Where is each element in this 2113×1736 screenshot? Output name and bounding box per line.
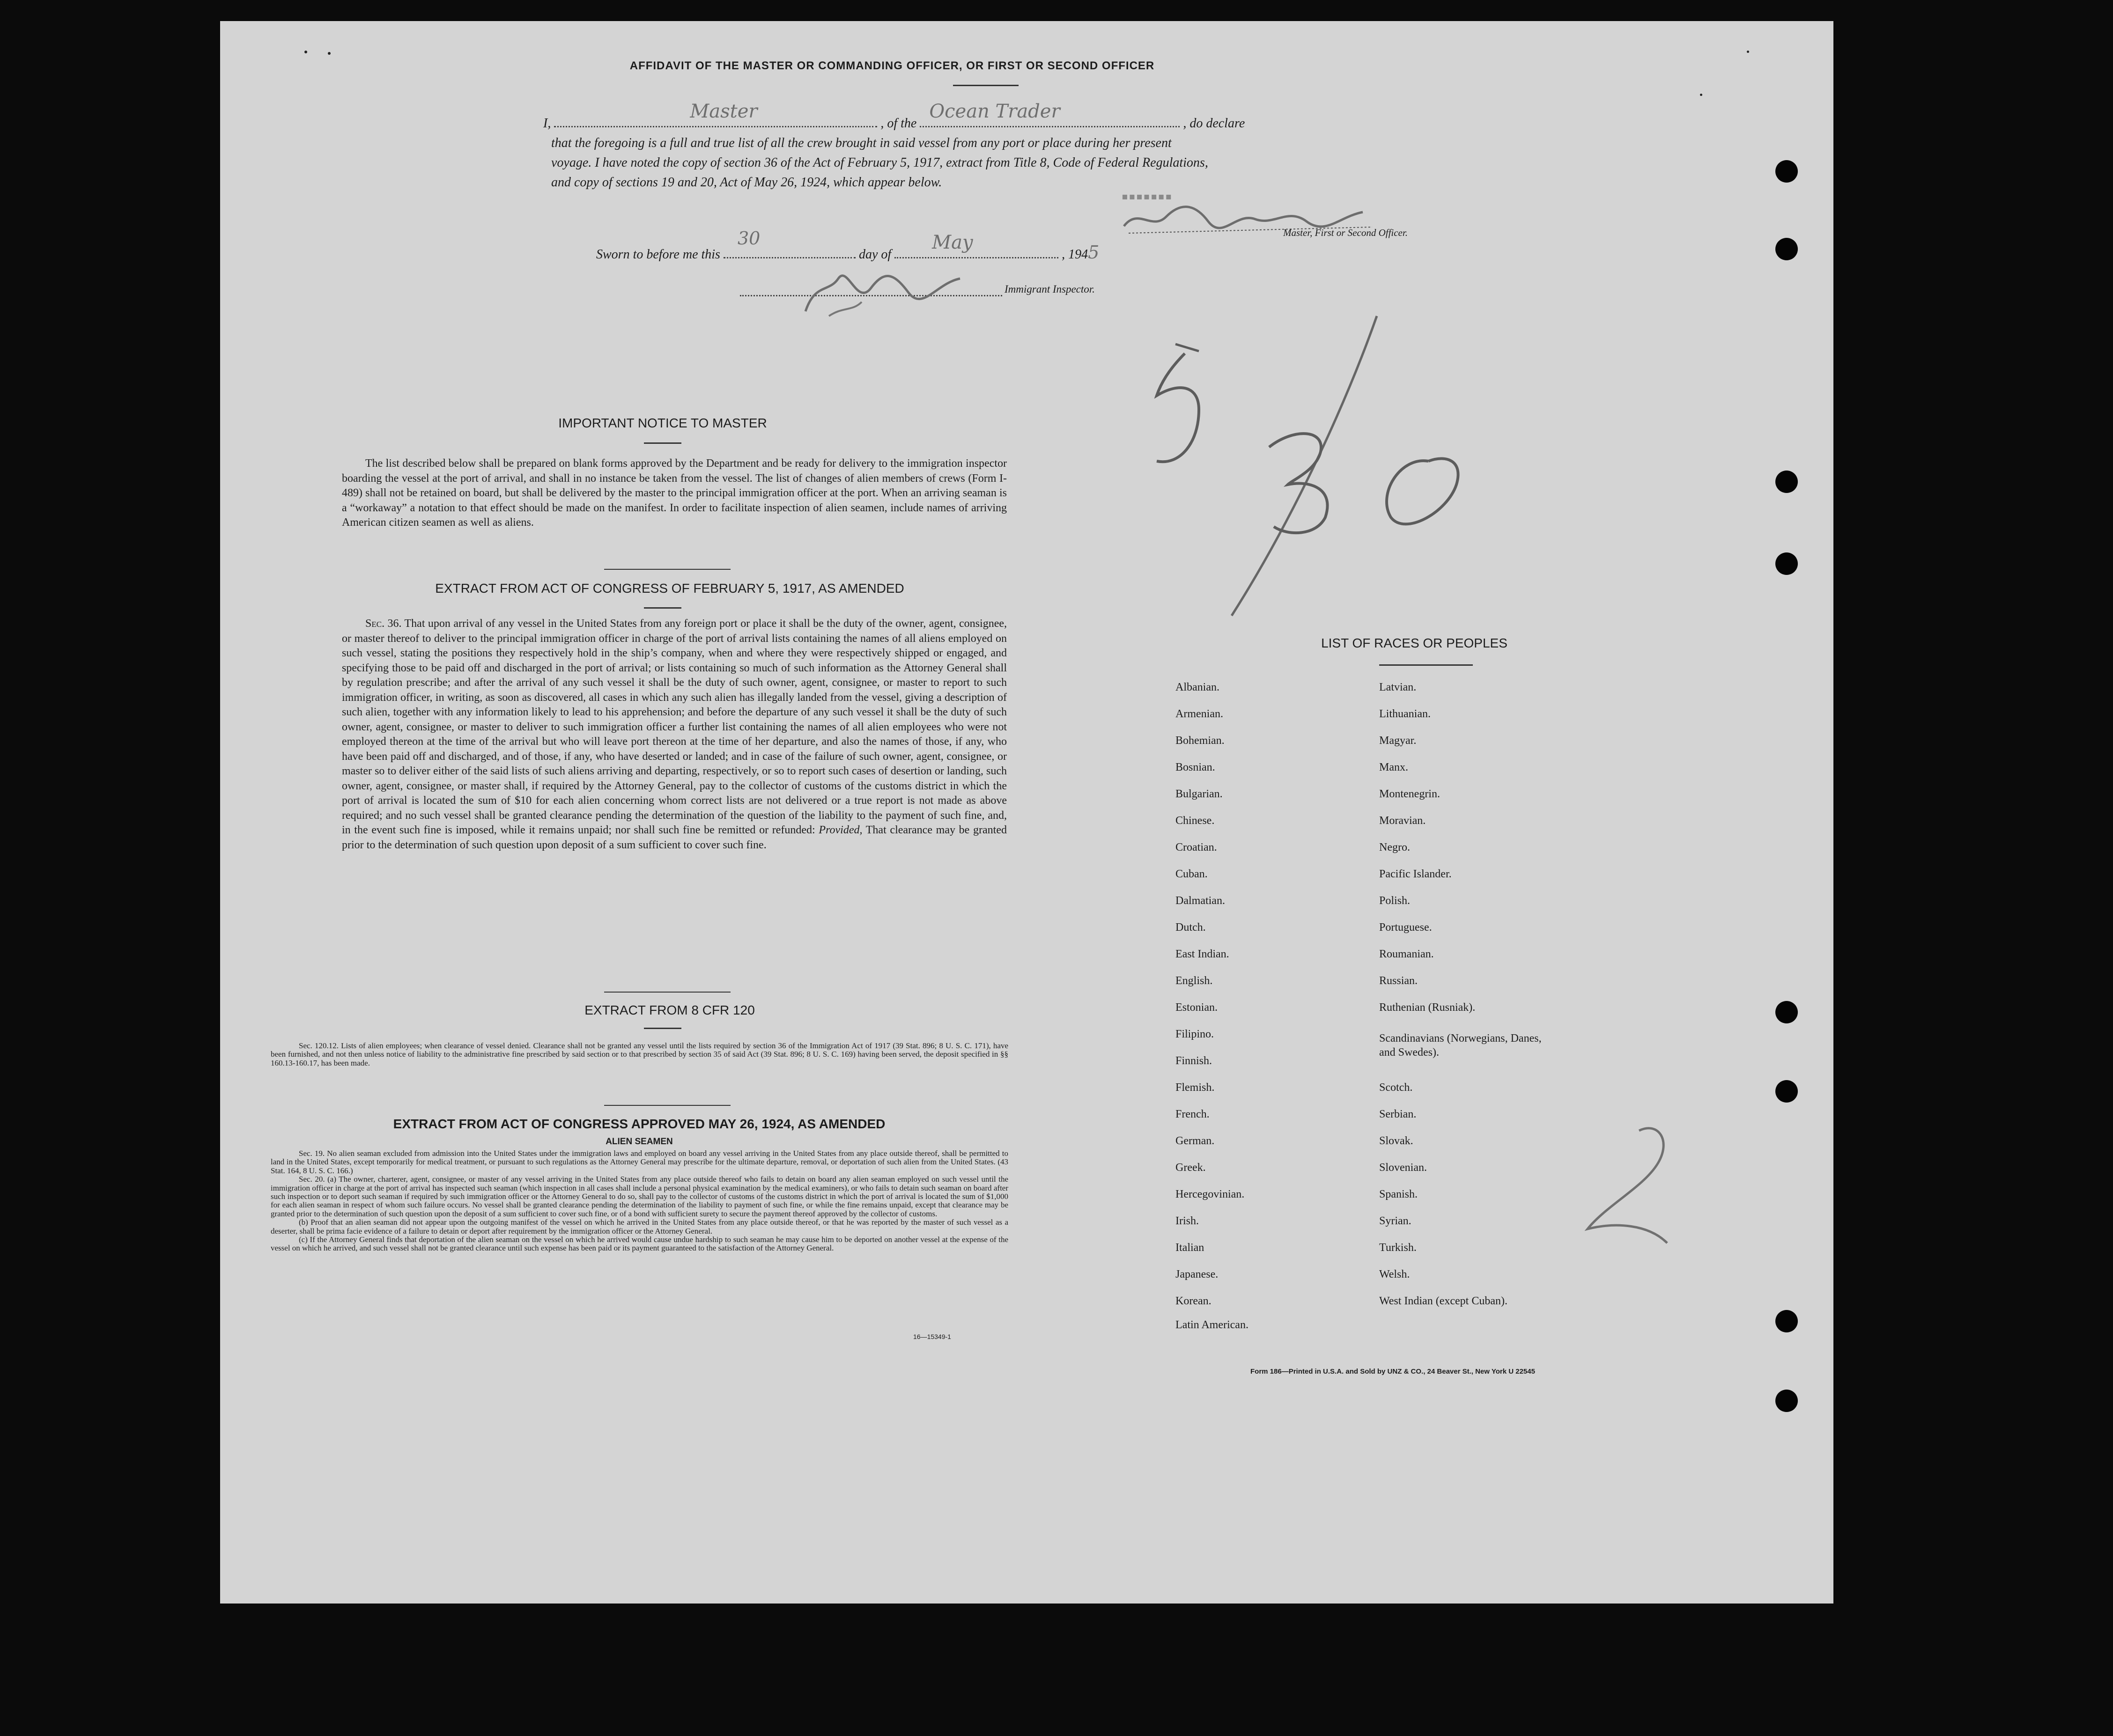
race-right: Manx. [1379, 761, 1408, 773]
scan-speck [1747, 51, 1749, 53]
extract-cfr-text: Sec. 120.12. Lists of alien employees; when clearance of vessel denied. Clearance shall not be granted any vessel until the lists required by section 36 of the Immigration Act of 1917 (39 Stat. 896; 8 U. S. C. 171), have been furnished, and not then unless notice of liability to the administrative fine prescribed by said section or to that prescribed by section 35 of said Act (39 Stat. 896; 8 U. S. C. 169) having been served, the deposit specified in §§ 160.13-160.17, has been made. [271, 1041, 1008, 1067]
race-right: Roumanian. [1379, 948, 1434, 960]
notice-divider [604, 569, 731, 570]
race-right: Negro. [1379, 841, 1410, 853]
margin-mark [1569, 1112, 1681, 1252]
punch-hole [1775, 471, 1798, 493]
race-left: Dutch. [1175, 921, 1206, 934]
sworn-month-field [894, 232, 1058, 258]
stamp-mark: ▪▪▪▪▪▪▪ [1122, 191, 1173, 202]
punch-hole [1775, 160, 1798, 183]
race-left: Cuban. [1175, 868, 1208, 880]
race-left: Bohemian. [1175, 735, 1225, 747]
race-right: Russian. [1379, 975, 1418, 987]
extract-cfr-divider [604, 1105, 731, 1106]
race-left: Bosnian. [1175, 761, 1215, 773]
year-handwriting: 5 [1088, 242, 1100, 263]
scan-speck [304, 51, 307, 53]
punch-hole [1775, 1390, 1798, 1412]
race-left: Croatian. [1175, 841, 1217, 853]
extract-cfr-rule [644, 1028, 681, 1029]
race-left: Flemish. [1175, 1081, 1215, 1094]
race-left: Armenian. [1175, 708, 1223, 720]
document-page [220, 21, 1833, 1604]
declaration-line-1: that the foregoing is a full and true list of all the crew brought in said vessel from any port or place during her present [551, 136, 1172, 150]
race-right: Spanish. [1379, 1188, 1418, 1200]
sworn-label: Sworn to before me this [596, 247, 720, 262]
year-prefix: , 194 [1062, 247, 1088, 262]
handwritten-date-note [1129, 293, 1485, 634]
sec-20b-text: (b) Proof that an alien seaman did not appear upon the outgoing manifest of the vessel on which he arrived in the United States from any place outside thereof, or that he was reported by the master of such vessel as a deserter, shall be prima facie evidence of a failure to detain or deport after requirement by the immigration officer or the Attorney General. [271, 1218, 1008, 1236]
race-left: Latin American. [1175, 1319, 1249, 1331]
vessel-name-handwriting: Ocean Trader [929, 101, 1060, 122]
race-left: Hercegovinian. [1175, 1188, 1245, 1200]
race-right: Portuguese. [1379, 921, 1432, 934]
race-right: Serbian. [1379, 1108, 1417, 1120]
inspector-caption: Immigrant Inspector. [1005, 283, 1095, 295]
provided-label: Provided, [819, 824, 863, 836]
extract-1917-title: EXTRACT FROM ACT OF CONGRESS OF FEBRUARY 5, 1917, AS AMENDED [435, 581, 904, 596]
race-left: Korean. [1175, 1295, 1212, 1307]
alien-seamen-subtitle: ALIEN SEAMEN [606, 1137, 673, 1147]
scan-speck [1700, 94, 1702, 96]
race-left: Finnish. [1175, 1055, 1212, 1067]
declare-label: , do declare [1183, 116, 1245, 131]
race-right: Montenegrin. [1379, 788, 1440, 800]
race-left: German. [1175, 1135, 1215, 1147]
race-right: West Indian (except Cuban). [1379, 1295, 1507, 1307]
race-right: Syrian. [1379, 1215, 1411, 1227]
declaration-line [543, 101, 1667, 131]
sec-20a-text: Sec. 20. (a) The owner, charterer, agent, consignee, or master of any vessel arriving in the United States from any place outside thereof who fails to detain on board any alien seaman employed on such vessel until the immigration officer in charge at the port of arrival has inspected such seaman (which inspection in all cases shall include a personal physical examination by the medical examiners), or who fails to detain such seaman on board after such inspection or to deport such seaman if required by such immigration officer or the Attorney General to do so, shall pay to the collector of customs of the customs district in which the port of arrival is located the sum of $1,000 for each alien seaman in respect of whom such failure occurs. No vessel shall be granted clearance pending the determination of the liability to payment of such fine, or while the fine remains unpaid, except that clearance may be granted prior to the determination of such question upon the deposit of a sum sufficient to cover such fine, or of a bond with sufficient surety to secure the payment thereof approved by the collector of customs. [271, 1175, 1008, 1218]
race-left: Filipino. [1175, 1028, 1214, 1040]
race-right: Scandinavians (Norwegians, Danes, and Swedes). [1379, 1032, 1542, 1059]
master-name-handwriting: Master [690, 101, 758, 122]
punch-hole [1775, 238, 1798, 260]
race-left: Dalmatian. [1175, 895, 1225, 907]
race-left: French. [1175, 1108, 1210, 1120]
race-right: Welsh. [1379, 1268, 1410, 1280]
race-right: Ruthenian (Rusniak). [1379, 1001, 1476, 1014]
declaration-line-3: and copy of sections 19 and 20, Act of May 26, 1924, which appear below. [551, 175, 942, 190]
affidavit-title: AFFIDAVIT OF THE MASTER OR COMMANDING OFFICER, OR FIRST OR SECOND OFFICER [629, 59, 1155, 72]
scan-speck [328, 52, 331, 55]
vessel-name-field [920, 101, 1180, 127]
race-left: Estonian. [1175, 1001, 1218, 1014]
race-left: Chinese. [1175, 815, 1215, 827]
race-right: Turkish. [1379, 1242, 1417, 1254]
declaration-line-2: voyage. I have noted the copy of section 36 of the Act of February 5, 1917, extract from Title 8, Code of Federal Regulations, [551, 155, 1208, 170]
race-left: East Indian. [1175, 948, 1229, 960]
race-right: Lithuanian. [1379, 708, 1431, 720]
punch-hole [1775, 1080, 1798, 1103]
notice-text: The list described below shall be prepared on blank forms approved by the Department and be ready for delivery to the immigration inspector boarding the vessel at the port of arrival, and shall in no instance be taken from the vessel. The list of changes of alien members of crews (Form I-489) shall not be retained on board, but shall be delivered by the master to the principal immigration officer at the port. When an arriving seaman is a “workaway” a notation to that effect should be made on the manifest. In order to facilitate inspection of alien seamen, include names of arriving American citizen seamen as well as aliens. [342, 457, 1007, 529]
sec-36-label: Sec. 36. [365, 618, 402, 630]
punch-hole [1775, 552, 1798, 575]
race-right: Moravian. [1379, 815, 1426, 827]
race-left: Japanese. [1175, 1268, 1219, 1280]
punch-hole [1775, 1310, 1798, 1332]
inspector-signature [801, 265, 969, 321]
form-code: 16—15349-1 [913, 1333, 951, 1340]
officer-caption: Master, First or Second Officer. [1283, 227, 1408, 238]
race-right: Scotch. [1379, 1081, 1413, 1094]
sworn-day-handwriting: 30 [737, 228, 761, 249]
of-the-label: , of the [880, 116, 917, 131]
declaration-paragraph [551, 133, 1675, 192]
sec-36-body: That upon arrival of any vessel in the United States from any foreign port or place it shall be the duty of the owner, agent, consignee, or master thereof to deliver to the principal immigration officer in charge of the port of arrival lists containing the names of all aliens employed on such vessel, stating the positions they respectively hold in the ship’s company, when and where they were respectively shipped or engaged, and specifying those to be paid off and discharged in the port of arrival; or lists containing so much of such information as the Attorney General shall by regulation prescribe; and after the arrival of any such vessel it shall be the duty of such owner, agent, consignee, or master to report to such immigration officer, in writing, as soon as discovered, all cases in which any such alien has illegally landed from the vessel, giving a description of such alien, together with any information likely to lead to his apprehension; and before the departure of any such vessel it shall be the duty of such owner, agent, consignee, or master to deliver to such immigration officer a further list containing the names of all alien employees who were not employed thereon at the time of the arrival but who will leave port thereon at the time of her departure, and also the names of those, if any, who have been paid off and discharged, and of those, if any, who have deserted or landed; and in case of the failure of such owner, agent, consignee, or master so to deliver either of the said lists of such aliens arriving and departing, respectively, or so to report such cases of desertion or landing, such owner, agent, consignee, or master shall, if required by the Attorney General, pay to the collector of customs of the customs district in which the port of arrival is located the sum of $10 for each alien concerning whom correct lists are not delivered or a true report is not made as above required; and no such vessel shall be granted clearance pending the determination of the question of the liability to the payment of such fine, and, in the event such fine is imposed, while it remains unpaid; nor shall such fine be remitted or refunded: [342, 618, 1007, 836]
title-rule [953, 85, 1019, 86]
punch-hole [1775, 1001, 1798, 1023]
race-right: Latvian. [1379, 681, 1417, 693]
race-left: Italian [1175, 1242, 1204, 1254]
races-rule [1379, 664, 1473, 666]
sec-36-end: That clearance may be granted prior to the determination of such question upon deposit of a sum sufficient to cover such fine. [342, 824, 1007, 851]
extract-1924-body [271, 1149, 1008, 1253]
day-of-label: day of [858, 247, 892, 262]
notice-title: IMPORTANT NOTICE TO MASTER [558, 416, 767, 430]
sec-20c-text: (c) If the Attorney General finds that deportation of the alien seaman on the vessel on which he arrived would cause undue hardship to such seaman he may cause him to be deported on another vessel at the expense of the vessel on which he arrived, and such vessel shall not be granted clearance until such expense has been paid or its payment guaranteed to the satisfaction of the Attorney General. [271, 1235, 1008, 1253]
race-right: Slovak. [1379, 1135, 1413, 1147]
race-right: Slovenian. [1379, 1162, 1427, 1174]
race-right: Polish. [1379, 895, 1411, 907]
races-title: LIST OF RACES OR PEOPLES [1321, 636, 1507, 650]
i-label: I, [543, 116, 551, 131]
sworn-day-field [724, 228, 856, 258]
sworn-month-handwriting: May [932, 232, 973, 253]
extract-1917-divider [604, 992, 731, 993]
race-right: Pacific Islander. [1379, 868, 1452, 880]
race-left: Bulgarian. [1175, 788, 1223, 800]
race-right: Magyar. [1379, 735, 1417, 747]
extract-1924-title: EXTRACT FROM ACT OF CONGRESS APPROVED MAY 26, 1924, AS AMENDED [393, 1117, 886, 1131]
extract-cfr-title: EXTRACT FROM 8 CFR 120 [584, 1003, 755, 1017]
form-footer: Form 186—Printed in U.S.A. and Sold by UNZ & CO., 24 Beaver St., New York U 22545 [1250, 1368, 1535, 1376]
race-left: Greek. [1175, 1162, 1206, 1174]
extract-1917-text [342, 617, 1007, 853]
sec-19-text: Sec. 19. No alien seaman excluded from admission into the United States under the immigration laws and employed on board any vessel arriving in the United States from any place outside thereof, shall be permitted to land in the United States, except temporarily for medical treatment, or pursuant to such regulations as the Attorney General may prescribe for the ultimate departure, removal, or deportation of such alien from the United States. (43 Stat. 164, 8 U. S. C. 166.) [271, 1149, 1008, 1175]
race-left: Irish. [1175, 1215, 1199, 1227]
race-left: English. [1175, 975, 1213, 987]
notice-rule [644, 442, 681, 444]
extract-1917-rule [644, 607, 681, 609]
race-left: Albanian. [1175, 681, 1219, 693]
master-name-field [554, 101, 877, 127]
